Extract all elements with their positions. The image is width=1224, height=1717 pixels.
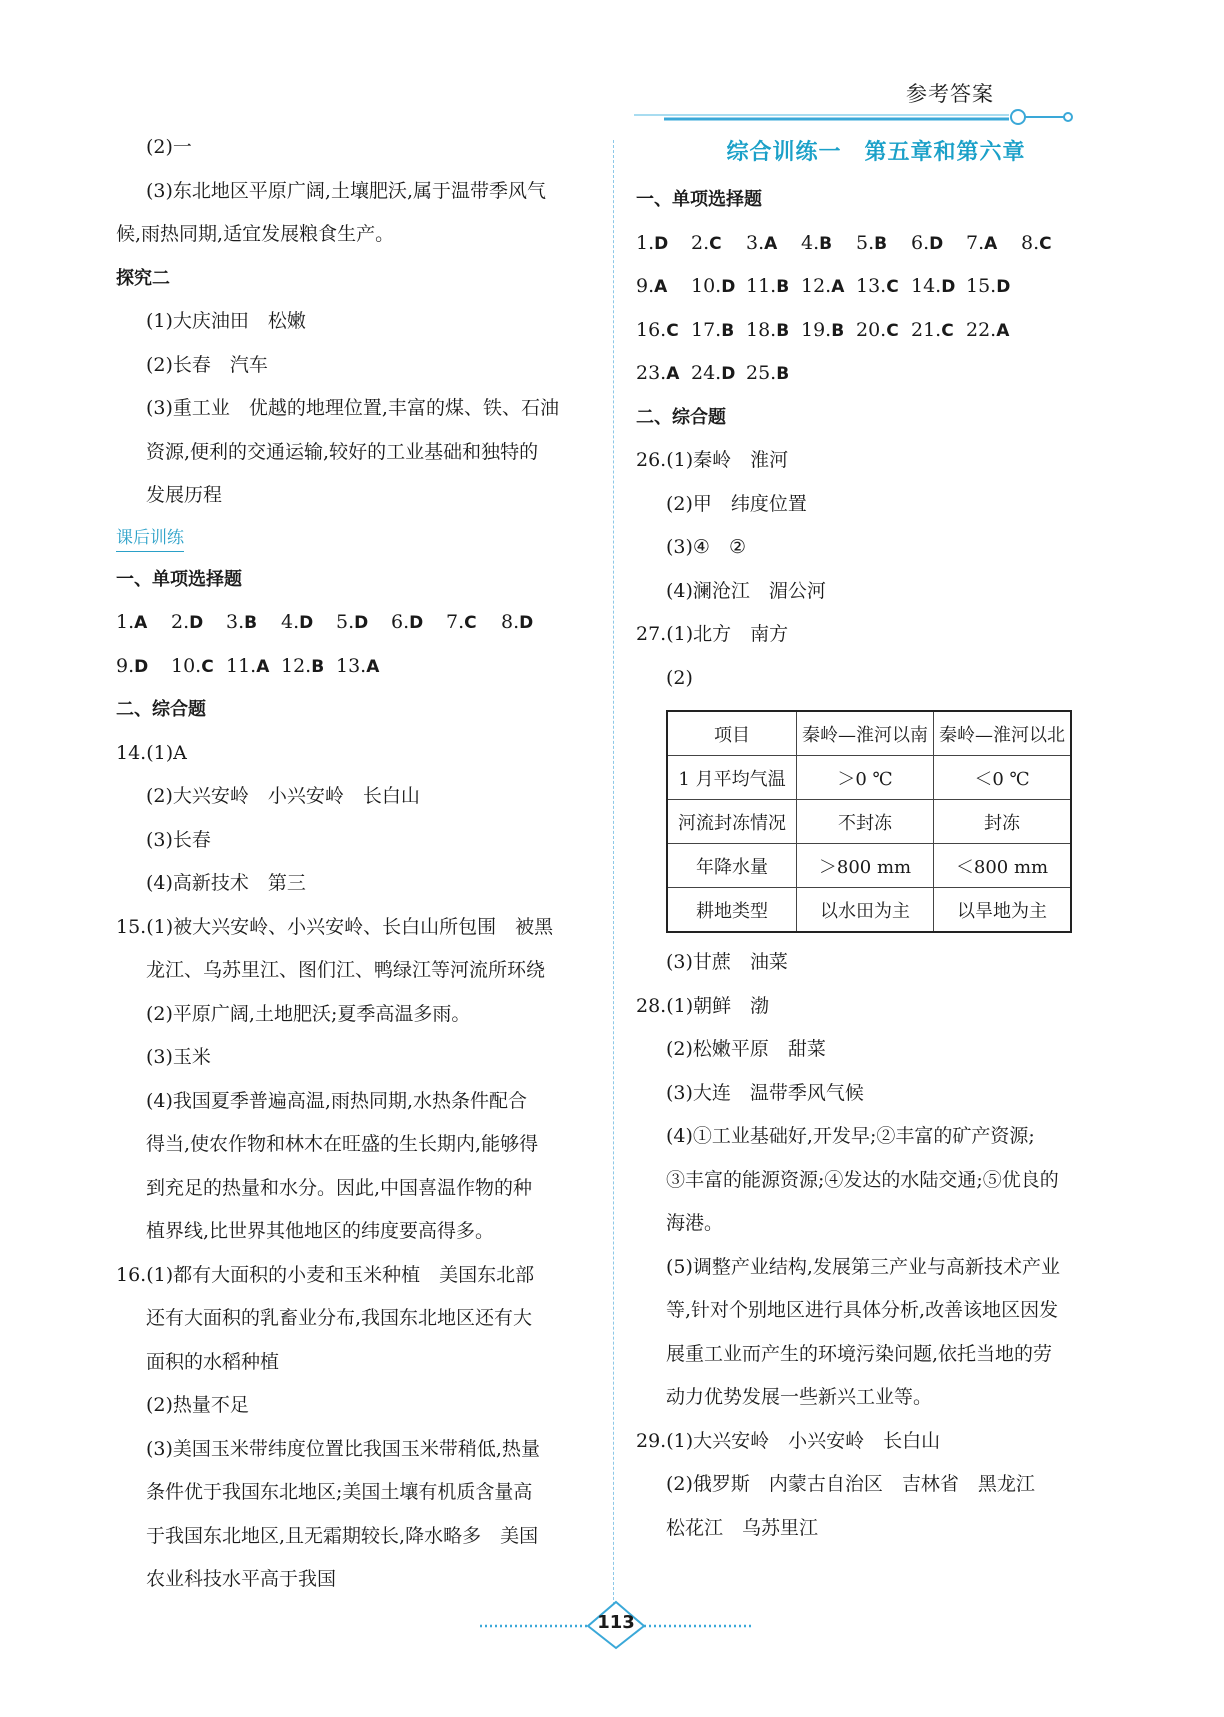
answer-row: [116, 645, 596, 689]
question-number: 17.: [691, 318, 722, 341]
table-cell: ＞800 mm: [797, 844, 934, 888]
question-number: 1.: [116, 611, 135, 633]
table-cell: 河流封冻情况: [667, 800, 797, 844]
question-number: 21.: [911, 318, 942, 341]
question-number: 3.: [226, 611, 245, 633]
text-line: 还有大面积的乳畜业分布,我国东北地区还有大: [146, 1307, 533, 1329]
answer-item: [691, 309, 746, 353]
text-line: 16.(1)都有大面积的小麦和玉米种植 美国东北部: [116, 1263, 535, 1286]
text-line: (2): [666, 666, 693, 689]
text-line: 龙江、乌苏里江、图们江、鸭绿江等河流所环绕: [146, 959, 546, 981]
text-line: (3)长春: [146, 828, 211, 851]
text-line: 植界线,比世界其他地区的纬度要高得多。: [146, 1220, 495, 1242]
answer-item: [691, 265, 746, 309]
text-line: (2)甲 纬度位置: [666, 492, 807, 515]
practice-label: [116, 518, 596, 558]
section-heading-mc: 一、单项选择题: [116, 568, 242, 590]
question-number: 24.: [691, 362, 722, 384]
answer-item: [746, 265, 801, 309]
answer-item: [691, 222, 746, 266]
question-number: 9.: [116, 654, 135, 677]
text-line: (3)大连 温带季风气候: [666, 1081, 864, 1104]
text-line: (2)一: [146, 136, 192, 158]
question-number: 6.: [391, 611, 410, 633]
table-row: [667, 888, 1071, 933]
answer-item: [226, 645, 281, 689]
answer-letter: B: [311, 656, 325, 677]
answer-item: [226, 601, 281, 645]
text-line: 等,针对个别地区进行具体分析,改善该地区因发: [666, 1299, 1059, 1321]
answer-letter: A: [256, 656, 270, 677]
answer-letter: C: [886, 320, 899, 341]
answer-letter: D: [519, 613, 534, 633]
answer-item: [446, 601, 501, 645]
answer-letter: C: [666, 320, 679, 341]
text-line: (3)④ ②: [666, 536, 746, 558]
table-cell: 耕地类型: [667, 888, 797, 933]
text-line: (3)玉米: [146, 1046, 211, 1068]
text-line: (2)大兴安岭 小兴安岭 长白山: [146, 785, 420, 807]
text-line: (2)热量不足: [146, 1394, 249, 1416]
table-cell: 不封冻: [797, 800, 934, 844]
answer-letter: A: [666, 364, 680, 384]
question-number: 12.: [281, 654, 312, 677]
answer-item: [501, 601, 556, 645]
answer-letter: D: [721, 277, 736, 297]
text-line: (4)高新技术 第三: [146, 872, 306, 894]
text-line: 26.(1)秦岭 淮河: [636, 449, 789, 471]
question-number: 14.: [911, 275, 942, 297]
answer-item: [856, 265, 911, 309]
answer-letter: D: [134, 656, 149, 677]
text-line: 15.(1)被大兴安岭、小兴安岭、长白山所包围 被黑: [116, 915, 554, 938]
answer-item: [911, 265, 966, 309]
question-number: 5.: [856, 231, 875, 254]
answer-letter: C: [1039, 233, 1052, 254]
answer-item: [746, 222, 801, 266]
text-line: 面积的水稻种植: [146, 1350, 280, 1373]
answer-letter: D: [721, 364, 736, 384]
header-title: 参考答案: [906, 82, 994, 106]
text-line: 29.(1)大兴安岭 小兴安岭 长白山: [636, 1429, 941, 1452]
table-cell: ＜0 ℃: [934, 756, 1072, 800]
answer-item: [966, 309, 1021, 353]
text-line: 松花江 乌苏里江: [666, 1516, 819, 1539]
table-row: [667, 756, 1071, 800]
answer-letter: D: [409, 613, 424, 633]
text-line: (3)重工业 优越的地理位置,丰富的煤、铁、石油: [146, 397, 559, 419]
answer-item: [171, 601, 226, 645]
answer-letter: D: [354, 613, 369, 633]
answer-item: [966, 222, 1021, 266]
table-cell: 封冻: [934, 800, 1072, 844]
question-number: 1.: [636, 231, 655, 254]
text-line: 到充足的热量和水分。因此,中国喜温作物的种: [146, 1176, 533, 1199]
answer-letter: D: [299, 613, 314, 633]
answer-item: [636, 309, 691, 353]
text-line: (1)大庆油田 松嫩: [146, 310, 306, 332]
question-number: 10.: [171, 654, 202, 677]
text-line: (2)松嫩平原 甜菜: [666, 1038, 826, 1060]
section-heading-comprehensive: 二、综合题: [636, 406, 726, 428]
text-line: 14.(1)A: [116, 741, 187, 764]
answer-letter: C: [201, 656, 214, 677]
answer-letter: B: [776, 364, 790, 384]
table-header-cell: 秦岭—淮河以北: [934, 711, 1072, 756]
page-footer: [0, 1600, 1224, 1650]
table-cell: 以旱地为主: [934, 888, 1072, 933]
question-number: 11.: [746, 275, 777, 297]
section-heading-mc: 一、单项选择题: [636, 189, 762, 210]
answer-letter: A: [366, 656, 380, 677]
answer-letter: C: [464, 613, 477, 633]
answer-letter: D: [654, 233, 669, 254]
text-line: (3)美国玉米带纬度位置比我国玉米带稍低,热量: [146, 1437, 540, 1460]
table-cell: ＞0 ℃: [797, 756, 934, 800]
answer-letter: A: [134, 613, 148, 633]
answer-letter: A: [831, 277, 845, 297]
question-number: 25.: [746, 362, 777, 384]
answer-item: [856, 309, 911, 353]
text-line: (3)东北地区平原广阔,土壤肥沃,属于温带季风气: [146, 179, 546, 202]
answer-item: [171, 645, 226, 689]
text-line: 展重工业而产生的环境污染问题,依托当地的劳: [666, 1342, 1053, 1365]
header-decoration: [634, 106, 1104, 128]
question-number: 7.: [446, 611, 465, 633]
answer-letter: B: [776, 277, 790, 297]
answer-letter: B: [244, 613, 258, 633]
text-line: 农业科技水平高于我国: [146, 1568, 337, 1590]
answer-item: [966, 265, 1021, 309]
answer-item: [801, 309, 856, 353]
question-number: 10.: [691, 275, 722, 297]
text-line: (3)甘蔗 油菜: [666, 951, 788, 973]
answer-item: [746, 309, 801, 353]
question-number: 2.: [171, 611, 190, 633]
text-line: (4)澜沧江 湄公河: [666, 579, 826, 602]
question-number: 4.: [801, 231, 820, 254]
right-column: [636, 126, 1116, 1550]
table-header-row: [667, 711, 1071, 756]
answer-letter: A: [654, 277, 668, 297]
question-number: 5.: [336, 611, 355, 633]
answer-letter: A: [984, 233, 998, 254]
table-cell: 以水田为主: [797, 888, 934, 933]
text-line: (2)长春 汽车: [146, 353, 268, 376]
answer-item: [911, 222, 966, 266]
answer-letter: D: [189, 613, 204, 633]
question-number: 3.: [746, 231, 765, 254]
answer-item: [801, 265, 856, 309]
question-number: 18.: [746, 318, 777, 341]
answer-item: [116, 645, 171, 689]
text-line: ③丰富的能源资源;④发达的水陆交通;⑤优良的: [666, 1168, 1059, 1191]
question-number: 9.: [636, 275, 655, 297]
text-line: 候,雨热同期,适宜发展粮食生产。: [116, 223, 395, 245]
answer-item: [281, 645, 336, 689]
text-line: 发展历程: [146, 484, 223, 506]
answer-item: [336, 601, 391, 645]
answer-item: [691, 352, 746, 396]
answer-item: [746, 352, 801, 396]
answer-item: [636, 265, 691, 309]
text-line: (4)①工业基础好,开发早;②丰富的矿产资源;: [666, 1125, 1035, 1147]
text-line: (5)调整产业结构,发展第三产业与高新技术产业: [666, 1255, 1060, 1278]
question-number: 16.: [636, 318, 667, 341]
answer-letter: C: [886, 277, 899, 297]
answer-row: [116, 601, 596, 645]
answer-item: [636, 222, 691, 266]
answer-letter: B: [874, 233, 888, 254]
question-number: 6.: [911, 231, 930, 254]
answer-item: [636, 352, 691, 396]
text-line: 28.(1)朝鲜 渤: [636, 994, 770, 1017]
answer-item: [116, 601, 171, 645]
text-line: 27.(1)北方 南方: [636, 623, 789, 645]
question-number: 20.: [856, 318, 887, 341]
answer-letter: C: [941, 320, 954, 341]
section-heading-comprehensive: 二、综合题: [116, 699, 206, 720]
answer-item: [856, 222, 911, 266]
text-line: 动力优势发展一些新兴工业等。: [666, 1386, 933, 1408]
question-number: 11.: [226, 654, 257, 677]
question-number: 7.: [966, 231, 985, 254]
question-number: 2.: [691, 231, 710, 254]
table-cell: ＜800 mm: [934, 844, 1072, 888]
table-row: [667, 844, 1071, 888]
answer-item: [281, 601, 336, 645]
question-number: 4.: [281, 611, 300, 633]
answer-item: [801, 222, 856, 266]
table-cell: 1 月平均气温: [667, 756, 797, 800]
answer-letter: B: [776, 320, 790, 341]
text-line: (2)平原广阔,土地肥沃;夏季高温多雨。: [146, 1002, 471, 1025]
answer-row: [636, 309, 1116, 353]
text-line: (2)俄罗斯 内蒙古自治区 吉林省 黑龙江: [666, 1473, 1035, 1495]
table-cell: 年降水量: [667, 844, 797, 888]
answer-item: [391, 601, 446, 645]
question-number: 13.: [336, 654, 367, 677]
question-number: 8.: [1021, 231, 1040, 254]
column-divider: [613, 140, 614, 1620]
left-column: [116, 126, 596, 1602]
text-line: 资源,便利的交通运输,较好的工业基础和独特的: [146, 440, 539, 463]
answer-letter: C: [709, 233, 722, 254]
answer-letter: A: [764, 233, 778, 254]
answer-letter: D: [929, 233, 944, 254]
question-number: 15.: [966, 275, 997, 297]
page-header: [634, 78, 1104, 128]
table-header-cell: 秦岭—淮河以南: [797, 711, 934, 756]
comparison-table: [666, 710, 1072, 933]
text-line: 条件优于我国东北地区;美国土壤有机质含量高: [146, 1481, 533, 1503]
subsection-heading: 探究二: [116, 267, 170, 289]
answer-item: [1021, 222, 1076, 266]
text-line: (4)我国夏季普遍高温,雨热同期,水热条件配合: [146, 1089, 527, 1112]
question-number: 8.: [501, 611, 520, 633]
page-number: 113: [597, 1612, 635, 1633]
answer-item: [336, 645, 391, 689]
answer-item: [911, 309, 966, 353]
text-line: 海港。: [666, 1212, 724, 1234]
text-line: 于我国东北地区,且无霜期较长,降水略多 美国: [146, 1524, 539, 1547]
question-number: 23.: [636, 362, 667, 384]
question-number: 12.: [801, 275, 832, 297]
answer-letter: D: [941, 277, 956, 297]
answer-letter: A: [996, 320, 1010, 341]
question-number: 19.: [801, 318, 832, 341]
question-number: 13.: [856, 275, 887, 297]
answer-row: [636, 265, 1116, 309]
practice-label-text: 课后训练: [116, 528, 184, 552]
table-row: [667, 800, 1071, 844]
answer-row: [636, 222, 1116, 266]
answer-row: [636, 352, 1116, 396]
answer-letter: B: [831, 320, 845, 341]
answer-letter: B: [721, 320, 735, 341]
answer-letter: D: [996, 277, 1011, 297]
table-header-cell: 项目: [667, 711, 797, 756]
text-line: 得当,使农作物和林木在旺盛的生长期内,能够得: [146, 1133, 539, 1155]
answer-letter: B: [819, 233, 833, 254]
section-title: 综合训练一 第五章和第六章: [726, 139, 1026, 165]
question-number: 22.: [966, 318, 997, 341]
